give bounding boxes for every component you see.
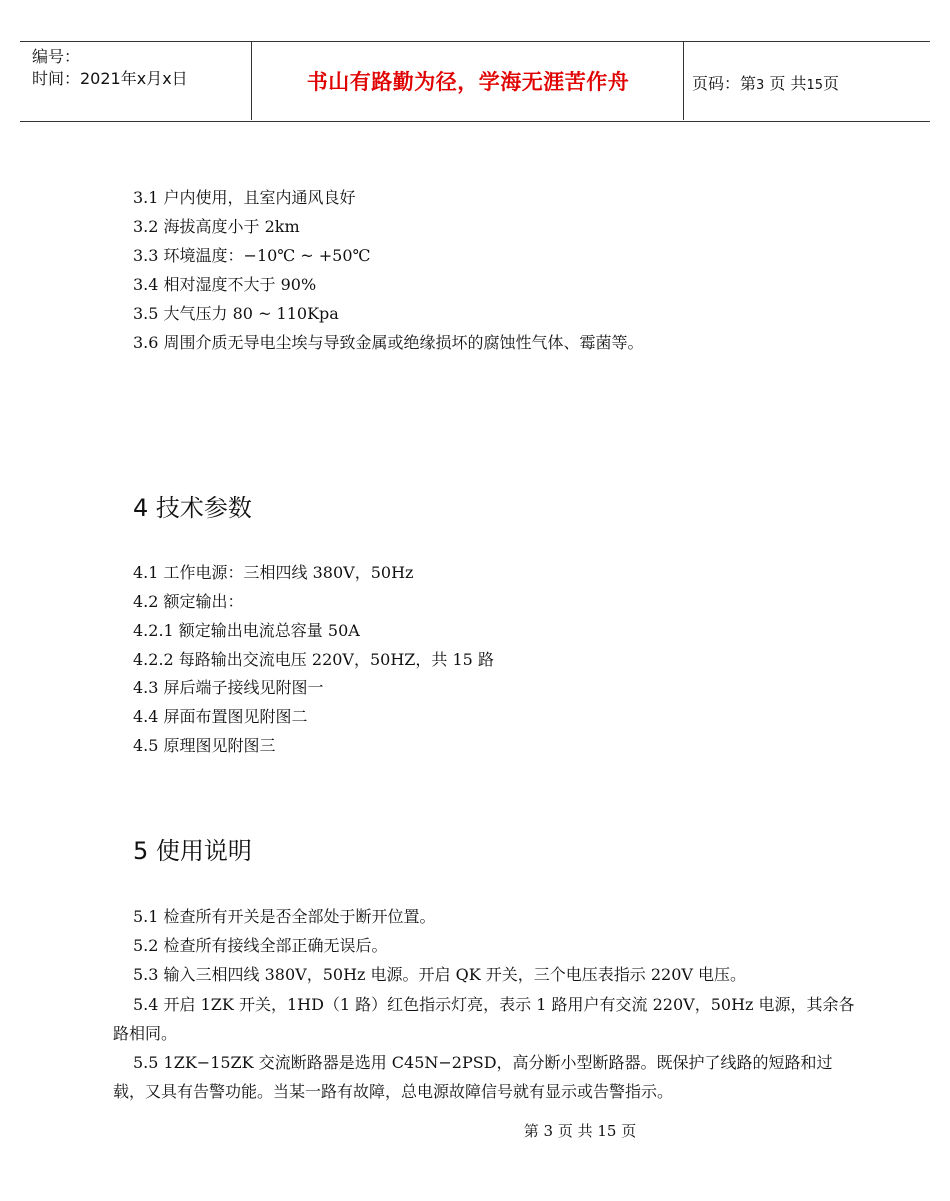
list-item: 3.1 户内使用，且室内通风良好 <box>133 188 356 207</box>
section-heading: 5 使用说明 <box>133 837 252 865</box>
document-code-label: 编号： <box>32 47 81 66</box>
header-page-info <box>692 71 839 94</box>
list-item: 4.1 工作电源：三相四线 380V，50Hz <box>133 563 414 582</box>
header-meta <box>32 46 188 90</box>
page-current: 3 <box>756 78 765 93</box>
list-item: 4.2.1 额定输出电流总容量 50A <box>133 621 360 640</box>
list-item: 4.2 额定输出： <box>133 592 244 611</box>
page-total: 15 <box>806 78 824 93</box>
list-item: 4.2.2 每路输出交流电压 220V，50HZ，共 15 路 <box>133 650 494 669</box>
paragraph: 5.4 开启 1ZK 开关，1HD（1 路）红色指示灯亮，表示 1 路用户有交流 220V，50Hz 电源，其余各路相同。 <box>113 995 855 1043</box>
list-item: 3.4 相对湿度不大于 90% <box>133 275 317 294</box>
paragraph: 5.5 1ZK−15ZK 交流断路器是选用 C45N−2PSD，高分断小型断路器。既保护了线路的短路和过载，又具有告警功能。当某一路有故障，总电源故障信号就有显示或告警指示。 <box>113 1053 833 1101</box>
header-motto: 书山有路勤为径，学海无涯苦作舟 <box>306 70 630 94</box>
section-heading: 4 技术参数 <box>133 494 252 522</box>
list-item: 5.1 检查所有开关是否全部处于断开位置。 <box>133 907 436 926</box>
document-date: 时间：2021年x月x日 <box>32 69 188 88</box>
list-item: 4.5 原理图见附图三 <box>133 736 276 755</box>
list-item: 3.2 海拔高度小于 2km <box>133 217 300 236</box>
list-item: 3.3 环境温度：−10℃ ~ +50℃ <box>133 246 371 265</box>
list-item: 5.3 输入三相四线 380V，50Hz 电源。开启 QK 开关，三个电压表指示 220V 电压。 <box>133 965 747 984</box>
list-item: 3.6 周围介质无导电尘埃与导致金属或绝缘损坏的腐蚀性气体、霉菌等。 <box>133 333 644 352</box>
page-suffix: 页 <box>823 74 840 93</box>
list-item: 5.2 检查所有接线全部正确无误后。 <box>133 936 388 955</box>
page-prefix: 页码：第 <box>692 74 757 93</box>
list-item: 3.5 大气压力 80 ~ 110Kpa <box>133 304 339 323</box>
list-item: 4.4 屏面布置图见附图二 <box>133 707 308 726</box>
page-footer: 第 3 页 共 15 页 <box>523 1122 637 1140</box>
page-mid: 页 共 <box>769 74 807 93</box>
list-item: 4.3 屏后端子接线见附图一 <box>133 678 324 697</box>
